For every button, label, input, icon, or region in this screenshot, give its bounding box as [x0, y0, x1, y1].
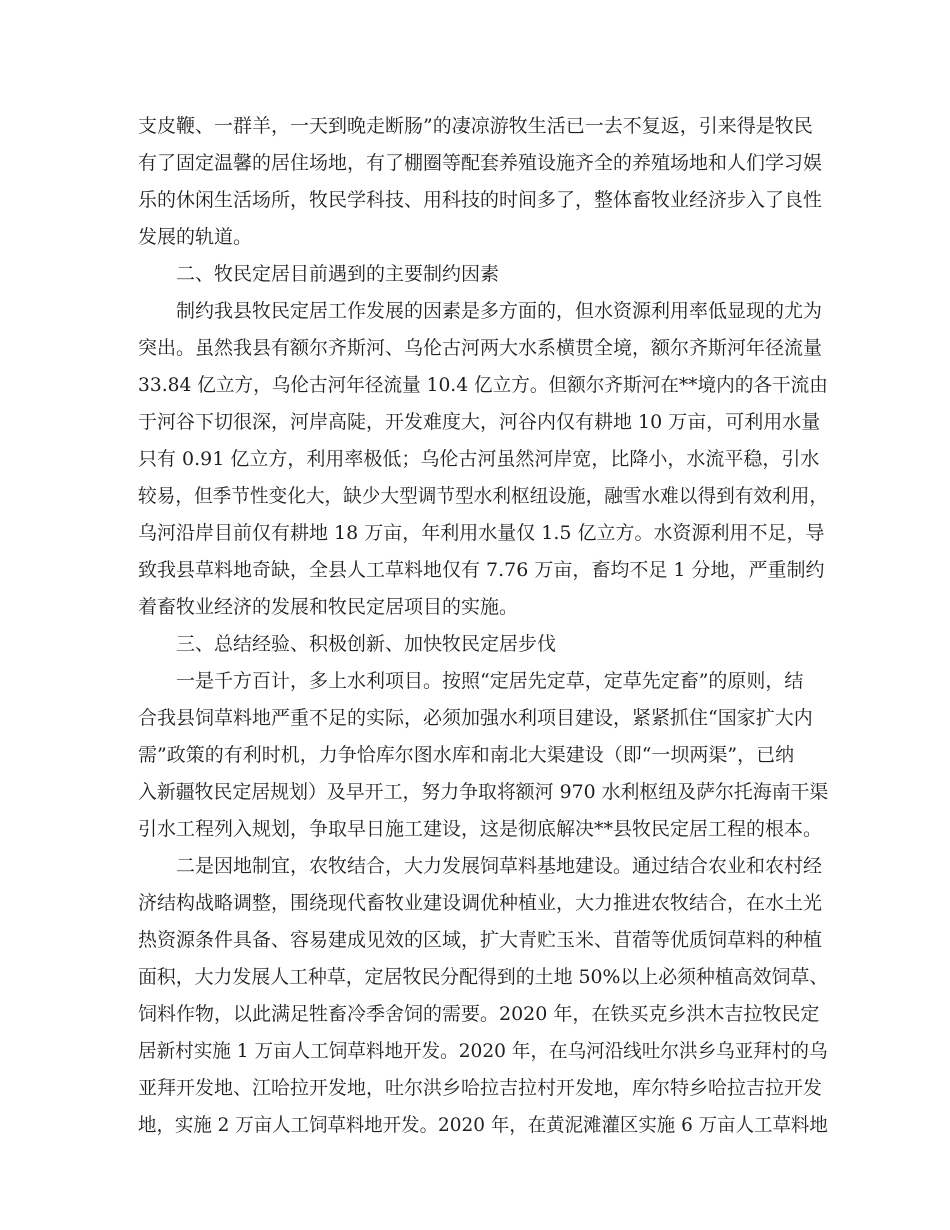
text-line: 较易，但季节性变化大，缺少大型调节型水利枢纽设施，融雪水难以得到有效利用， [138, 485, 829, 507]
text-line: 需”政策的有利时机，力争恰库尔图水库和南北大渠建设（即“一坝两渠”，已纳 [138, 744, 795, 766]
text-line: 突出。虽然我县有额尔齐斯河、乌伦古河两大水系横贯全境，额尔齐斯河年径流量 [138, 337, 823, 359]
text-line: 于河谷下切很深，河岸高陡，开发难度大，河谷内仅有耕地 10 万亩，可利用水量 [138, 411, 821, 433]
text-line: 入新疆牧民定居规划）及早开工，努力争取将额河 970 水利枢纽及萨尔托海南干渠 [138, 781, 829, 803]
text-line: 济结构战略调整，围绕现代畜牧业建设调优种植业，大力推进农牧结合，在水土光 [138, 892, 823, 914]
paragraph-start-line: 一是千方百计，多上水利项目。按照“定居先定草，定草先定畜”的原则，结 [176, 670, 804, 692]
text-line: 合我县饲草料地严重不足的实际，必须加强水利项目建设，紧紧抓住“国家扩大内 [138, 707, 813, 729]
text-line: 支皮鞭、一群羊，一天到晚走断肠”的凄凉游牧生活已一去不复返，引来得是牧民 [138, 115, 813, 137]
text-line: 引水工程列入规划，争取早日施工建设，这是彻底解决**县牧民定居工程的根本。 [138, 818, 823, 840]
document-body [138, 108, 828, 1144]
text-line: 33.84 亿立方，乌伦古河年径流量 10.4 亿立方。但额尔齐斯河在**境内的各干流由 [138, 374, 828, 396]
text-line: 致我县草料地奇缺，全县人工草料地仅有 7.76 万亩，畜均不足 1 分地，严重制约 [138, 559, 825, 581]
text-line: 饲料作物，以此满足牲畜冷季舍饲的需要。2020 年，在铁买克乡洪木吉拉牧民定 [138, 1003, 820, 1025]
text-line: 居新村实施 1 万亩人工饲草料地开发。2020 年，在乌河沿线吐尔洪乡乌亚拜村的乌 [138, 1040, 828, 1062]
text-line: 着畜牧业经济的发展和牧民定居项目的实施。 [138, 596, 519, 618]
text-line: 有了固定温馨的居住场地，有了棚圈等配套养殖设施齐全的养殖场地和人们学习娱 [138, 152, 823, 174]
paragraph-start-line: 二、牧民定居目前遇到的主要制约因素 [176, 263, 500, 285]
text-line: 乌河沿岸目前仅有耕地 18 万亩，年利用水量仅 1.5 亿立方。水资源利用不足，导 [138, 522, 825, 544]
text-line: 亚拜开发地、江哈拉开发地，吐尔洪乡哈拉吉拉村开发地，库尔特乡哈拉吉拉开发 [138, 1077, 823, 1099]
text-line: 发展的轨道。 [138, 226, 253, 248]
text-line: 面积，大力发展人工种草，定居牧民分配得到的土地 50%以上必须种植高效饲草、 [138, 966, 829, 988]
paragraph-start-line: 三、总结经验、积极创新、加快牧民定居步伐 [176, 633, 557, 655]
text-line: 只有 0.91 亿立方，利用率极低；乌伦古河虽然河岸宽，比降小，水流平稳，引水 [138, 448, 820, 470]
text-line: 热资源条件具备、容易建成见效的区域，扩大青贮玉米、苜蓿等优质饲草料的种植 [138, 929, 823, 951]
text-line: 地，实施 2 万亩人工饲草料地开发。2020 年，在黄泥滩灌区实施 6 万亩人工草料地 [138, 1114, 828, 1136]
paragraph-start-line: 二是因地制宜，农牧结合，大力发展饲草料基地建设。通过结合农业和农村经 [176, 855, 823, 877]
paragraph-start-line: 制约我县牧民定居工作发展的因素是多方面的，但水资源利用率低显现的尤为 [176, 300, 823, 322]
text-line: 乐的休闲生活场所，牧民学科技、用科技的时间多了，整体畜牧业经济步入了良性 [138, 189, 823, 211]
